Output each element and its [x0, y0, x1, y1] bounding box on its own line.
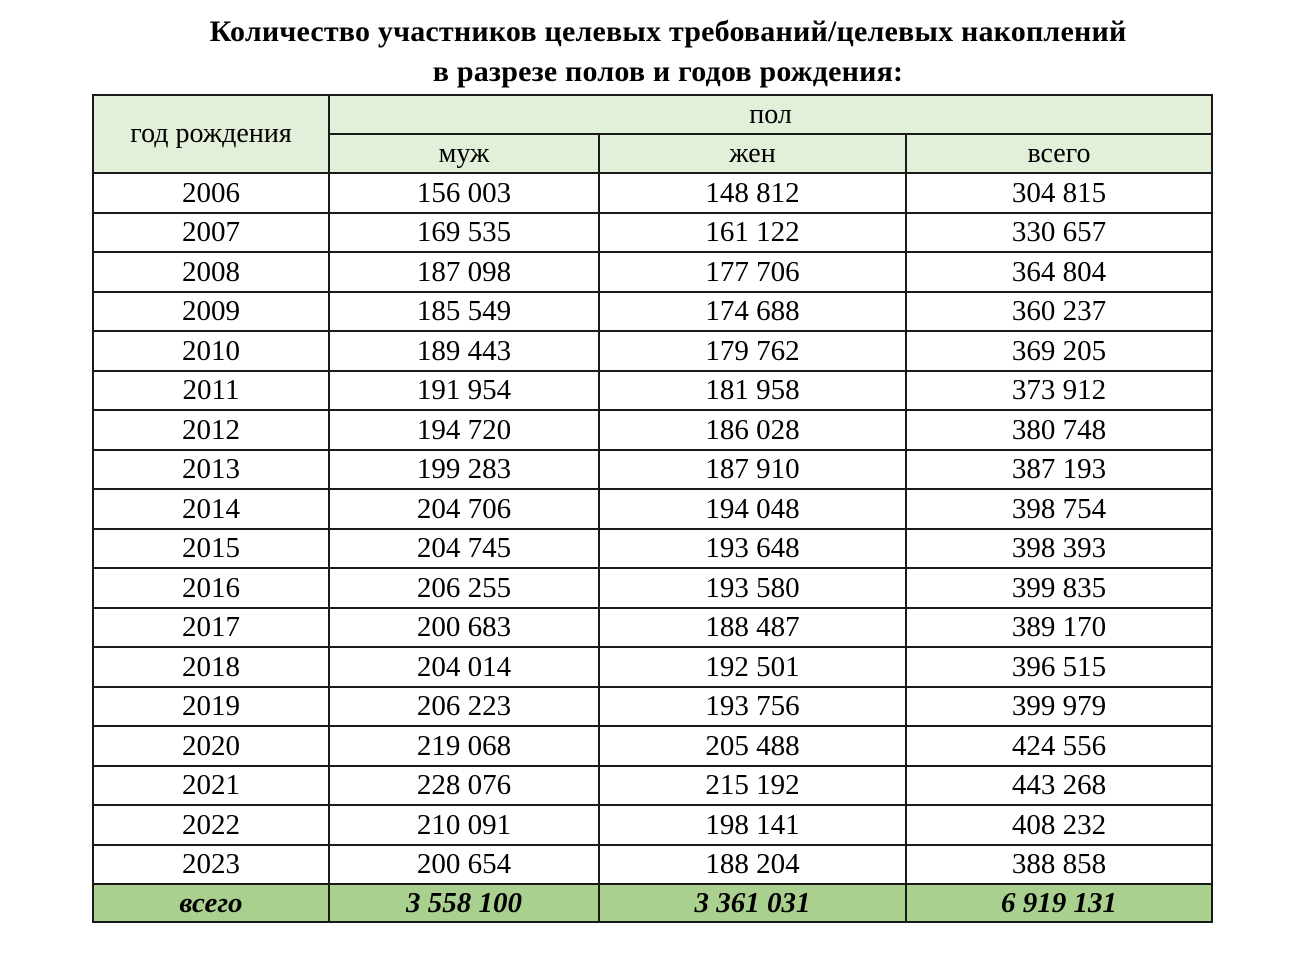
table-body	[93, 173, 1212, 884]
cell-female: 192 501	[599, 647, 906, 687]
cell-year: 2016	[93, 568, 329, 608]
cell-total: 330 657	[906, 213, 1212, 253]
footer-male: 3 558 100	[329, 884, 599, 922]
cell-year: 2010	[93, 331, 329, 371]
cell-year: 2012	[93, 410, 329, 450]
cell-total: 364 804	[906, 252, 1212, 292]
cell-male: 200 654	[329, 845, 599, 885]
cell-total: 388 858	[906, 845, 1212, 885]
cell-male: 200 683	[329, 608, 599, 648]
cell-year: 2020	[93, 726, 329, 766]
cell-total: 399 835	[906, 568, 1212, 608]
cell-male: 191 954	[329, 371, 599, 411]
table-row	[93, 371, 1212, 411]
cell-total: 304 815	[906, 173, 1212, 213]
table-row	[93, 213, 1212, 253]
table-row	[93, 647, 1212, 687]
cell-male: 187 098	[329, 252, 599, 292]
cell-female: 205 488	[599, 726, 906, 766]
header-male: муж	[329, 134, 599, 173]
cell-year: 2013	[93, 450, 329, 490]
header-total: всего	[906, 134, 1212, 173]
cell-female: 215 192	[599, 766, 906, 806]
table-row	[93, 845, 1212, 885]
cell-female: 188 204	[599, 845, 906, 885]
cell-male: 189 443	[329, 331, 599, 371]
cell-year: 2014	[93, 489, 329, 529]
cell-female: 187 910	[599, 450, 906, 490]
cell-year: 2017	[93, 608, 329, 648]
cell-male: 219 068	[329, 726, 599, 766]
cell-total: 408 232	[906, 805, 1212, 845]
cell-male: 206 223	[329, 687, 599, 727]
cell-male: 204 014	[329, 647, 599, 687]
table-row	[93, 529, 1212, 569]
cell-female: 186 028	[599, 410, 906, 450]
table-row	[93, 331, 1212, 371]
cell-male: 185 549	[329, 292, 599, 332]
cell-female: 193 756	[599, 687, 906, 727]
page-title	[0, 12, 1300, 92]
table-row	[93, 450, 1212, 490]
cell-total: 373 912	[906, 371, 1212, 411]
cell-female: 193 580	[599, 568, 906, 608]
cell-male: 194 720	[329, 410, 599, 450]
cell-total: 398 754	[906, 489, 1212, 529]
cell-female: 148 812	[599, 173, 906, 213]
header-year: год рождения	[93, 95, 329, 173]
cell-total: 399 979	[906, 687, 1212, 727]
table-total-row	[93, 884, 1212, 922]
footer-label: всего	[93, 884, 329, 922]
table-row	[93, 726, 1212, 766]
cell-total: 396 515	[906, 647, 1212, 687]
cell-year: 2018	[93, 647, 329, 687]
footer-female: 3 361 031	[599, 884, 906, 922]
table-row	[93, 766, 1212, 806]
cell-total: 369 205	[906, 331, 1212, 371]
cell-year: 2023	[93, 845, 329, 885]
cell-female: 177 706	[599, 252, 906, 292]
cell-male: 204 745	[329, 529, 599, 569]
cell-year: 2006	[93, 173, 329, 213]
cell-year: 2008	[93, 252, 329, 292]
header-female: жен	[599, 134, 906, 173]
cell-female: 161 122	[599, 213, 906, 253]
cell-year: 2011	[93, 371, 329, 411]
cell-year: 2015	[93, 529, 329, 569]
cell-year: 2021	[93, 766, 329, 806]
cell-male: 228 076	[329, 766, 599, 806]
cell-male: 204 706	[329, 489, 599, 529]
cell-male: 210 091	[329, 805, 599, 845]
cell-female: 194 048	[599, 489, 906, 529]
cell-total: 389 170	[906, 608, 1212, 648]
table-row	[93, 489, 1212, 529]
table-row	[93, 173, 1212, 213]
cell-female: 181 958	[599, 371, 906, 411]
table-row	[93, 292, 1212, 332]
cell-female: 193 648	[599, 529, 906, 569]
table-row	[93, 687, 1212, 727]
title-line-1: Количество участников целевых требований/целевых накоплений	[209, 15, 1127, 48]
cell-total: 424 556	[906, 726, 1212, 766]
cell-male: 206 255	[329, 568, 599, 608]
cell-male: 156 003	[329, 173, 599, 213]
cell-total: 387 193	[906, 450, 1212, 490]
cell-female: 179 762	[599, 331, 906, 371]
cell-total: 443 268	[906, 766, 1212, 806]
cell-male: 199 283	[329, 450, 599, 490]
table-row	[93, 568, 1212, 608]
footer-total: 6 919 131	[906, 884, 1212, 922]
cell-year: 2019	[93, 687, 329, 727]
cell-female: 198 141	[599, 805, 906, 845]
cell-total: 380 748	[906, 410, 1212, 450]
table-row	[93, 252, 1212, 292]
cell-total: 360 237	[906, 292, 1212, 332]
cell-total: 398 393	[906, 529, 1212, 569]
cell-female: 188 487	[599, 608, 906, 648]
header-gender: пол	[329, 95, 1212, 134]
participants-table	[92, 94, 1213, 923]
title-line-2: в разрезе полов и годов рождения:	[432, 55, 904, 88]
table-row	[93, 608, 1212, 648]
cell-female: 174 688	[599, 292, 906, 332]
cell-male: 169 535	[329, 213, 599, 253]
table-row	[93, 805, 1212, 845]
cell-year: 2007	[93, 213, 329, 253]
cell-year: 2022	[93, 805, 329, 845]
table-row	[93, 410, 1212, 450]
cell-year: 2009	[93, 292, 329, 332]
